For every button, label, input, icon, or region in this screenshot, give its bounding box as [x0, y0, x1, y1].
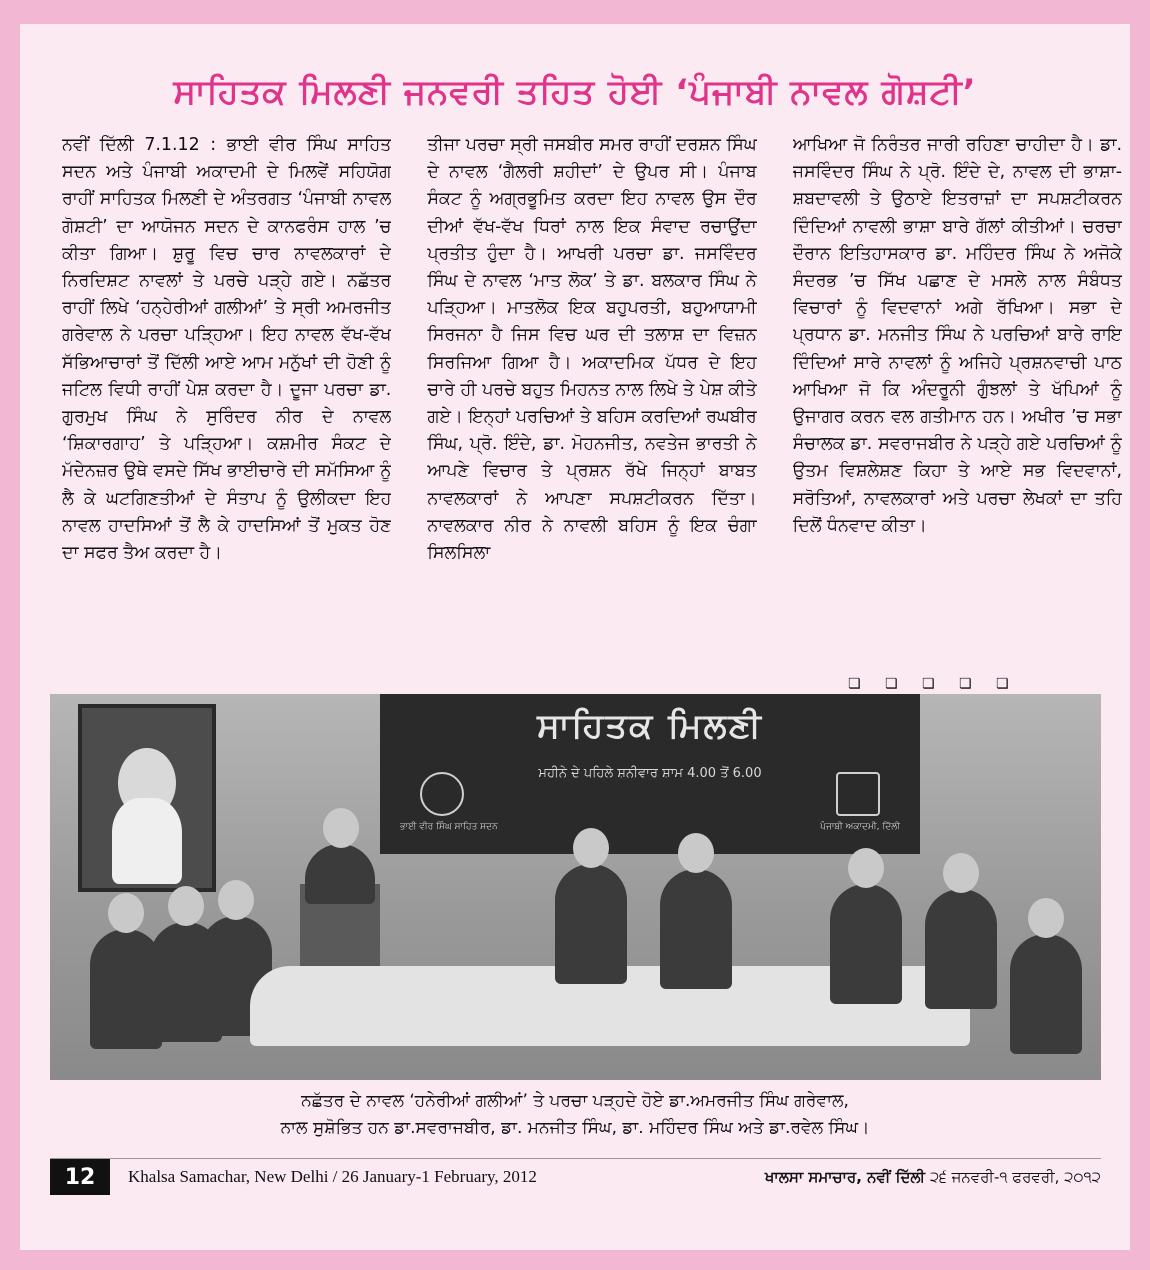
person	[305, 844, 375, 904]
headline: ਸਾਹਿਤਕ ਮਿਲਣੀ ਜਨਵਰੀ ਤਹਿਤ ਹੋਈ ‘ਪੰਜਾਬੀ ਨਾਵਲ ਗੋਸ਼ਟੀ’	[173, 72, 977, 112]
article-columns	[62, 132, 1122, 700]
page-footer	[50, 1158, 1101, 1195]
footer-punjabi	[765, 1168, 1101, 1186]
newspaper-page	[20, 24, 1130, 1250]
logo-left-caption: ਭਾਈ ਵੀਰ ਸਿੰਘ ਸਾਹਿਤ ਸਦਨ	[400, 822, 498, 832]
caption-line-2: ਨਾਲ ਸੁਸ਼ੋਭਿਤ ਹਨ ਡਾ.ਸਵਰਾਜਬੀਰ, ਡਾ. ਮਨਜੀਤ ਸਿੰਘ, ਡਾ. ਮਹਿੰਦਰ ਸਿੰਘ ਅਤੇ ਡਾ.ਰਵੇਲ ਸਿੰਘ।	[280, 1118, 870, 1138]
event-photo	[50, 694, 1101, 1080]
person	[660, 869, 732, 989]
person	[1010, 934, 1082, 1054]
column-text: ਨਵੀਂ ਦਿੱਲੀ 7.1.12 : ਭਾਈ ਵੀਰ ਸਿੰਘ ਸਾਹਿਤ ਸਦਨ ਅਤੇ ਪੰਜਾਬੀ ਅਕਾਦਮੀ ਦੇ ਮਿਲਵੇਂ ਸਹਿਯੋਗ ਰਾਹੀਂ ਸਾਹਿਤਕ ਮਿਲਣੀ ਦੇ ਅੰਤਰਗਤ ‘ਪੰਜਾਬੀ ਨਾਵਲ ਗੋਸ਼ਟੀ’ ਦਾ ਆਯੋਜਨ ਸਦਨ ਦੇ ਕਾਨਫਰੰਸ ਹਾਲ ’ਚ ਕੀਤਾ ਗਿਆ। ਸ਼ੁਰੂ ਵਿਚ ਚਾਰ ਨਾਵਲਕਾਰਾਂ ਦੇ ਨਿਰਦਿਸ਼ਟ ਨਾਵਲਾਂ ਤੇ ਪਰਚੇ ਪੜ੍ਹੇ ਗਏ। ਨਛੱਤਰ ਰਾਹੀਂ ਲਿਖੇ ‘ਹਨ੍ਹੇਰੀਆਂ ਗਲੀਆਂ’ ਤੇ ਸ੍ਰੀ ਅਮਰਜੀਤ ਗਰੇਵਾਲ ਨੇ ਪਰਚਾ ਪੜ੍ਹਿਆ। ਇਹ ਨਾਵਲ ਵੱਖ-ਵੱਖ ਸੱਭਿਆਚਾਰਾਂ ਤੋਂ ਦਿੱਲੀ ਆਏ ਆਮ ਮਨੁੱਖਾਂ ਦੀ ਹੋਣੀ ਨੂੰ ਜਟਿਲ ਵਿਧੀ ਰਾਹੀਂ ਪੇਸ਼ ਕਰਦਾ ਹੈ। ਦੂਜਾ ਪਰਚਾ ਡਾ. ਗੁਰਮੁਖ ਸਿੰਘ ਨੇ ਸੁਰਿੰਦਰ ਨੀਰ ਦੇ ਨਾਵਲ ‘ਸ਼ਿਕਾਰਗਾਹ’ ਤੇ ਪੜ੍ਹਿਆ। ਕਸ਼ਮੀਰ ਸੰਕਟ ਦੇ ਮੱਦੇਨਜ਼ਰ ਉਥੇ ਵਸਦੇ ਸਿੱਖ ਭਾਈਚਾਰੇ ਦੀ ਸਮੱਸਿਆ ਨੂੰ ਲੈ ਕੇ ਘਟਗਿਣਤੀਆਂ ਦੇ ਸੰਤਾਪ ਨੂੰ ਉਲੀਕਦਾ ਇਹ ਨਾਵਲ ਹਾਦਸਿਆਂ ਤੋਂ ਲੈ ਕੇ ਹਾਦਸਿਆਂ ਤੋਂ ਮੁਕਤ ਹੋਣ ਦਾ ਸਫਰ ਤੈਅ ਕਰਦਾ ਹੈ।	[62, 135, 392, 564]
academy-logo-icon	[836, 772, 880, 816]
column-text: ਆਖਿਆ ਜੋ ਨਿਰੰਤਰ ਜਾਰੀ ਰਹਿਣਾ ਚਾਹੀਦਾ ਹੈ। ਡਾ. ਜਸਵਿੰਦਰ ਸਿੰਘ ਨੇ ਪ੍ਰੋ. ਇੰਦੇ ਦੇ, ਨਾਵਲ ਦੀ ਭਾਸ਼ਾ-ਸ਼ਬਦਾਵਲੀ ਤੇ ਉਠਾਏ ਇਤਰਾਜ਼ਾਂ ਦਾ ਸਪਸ਼ਟੀਕਰਨ ਦਿੰਦਿਆਂ ਨਾਵਲੀ ਭਾਸ਼ਾ ਬਾਰੇ ਗੱਲਾਂ ਕੀਤੀਆਂ। ਚਰਚਾ ਦੌਰਾਨ ਇਤਿਹਾਸਕਾਰ ਡਾ. ਮਹਿੰਦਰ ਸਿੰਘ ਨੇ ਅਜੋਕੇ ਸੰਦਰਭ ’ਚ ਸਿੱਖ ਪਛਾਣ ਦੇ ਮਸਲੇ ਨਾਲ ਸੰਬੰਧਤ ਵਿਚਾਰਾਂ ਨੂੰ ਵਿਦਵਾਨਾਂ ਅਗੇ ਰੱਖਿਆ। ਸਭਾ ਦੇ ਪ੍ਰਧਾਨ ਡਾ. ਮਨਜੀਤ ਸਿੰਘ ਨੇ ਪਰਚਿਆਂ ਬਾਰੇ ਰਾਇ ਦਿੰਦਿਆਂ ਸਾਰੇ ਨਾਵਲਾਂ ਨੂੰ ਅਜਿਹੇ ਪ੍ਰਸ਼ਨਵਾਚੀ ਪਾਠ ਆਖਿਆ ਜੋ ਕਿ ਅੰਦਰੂਨੀ ਗੁੰਝਲਾਂ ਤੇ ਖੱਪਿਆਂ ਨੂੰ ਉਜਾਗਰ ਕਰਨ ਵਲ ਗਤੀਮਾਨ ਹਨ। ਅਖੀਰ ’ਚ ਸਭਾ ਸੰਚਾਲਕ ਡਾ. ਸਵਰਾਜਬੀਰ ਨੇ ਪੜ੍ਹੇ ਗਏ ਪਰਚਿਆਂ ਨੂੰ ਉਤਮ ਵਿਸ਼ਲੇਸ਼ਣ ਕਿਹਾ ਤੇ ਆਏ ਸਭ ਵਿਦਵਾਨਾਂ, ਸਰੋਤਿਆਂ, ਨਾਵਲਕਾਰਾਂ ਅਤੇ ਪਰਚਾ ਲੇਖਕਾਂ ਦਾ ਤਹਿ ਦਿਲੋਂ ਧੰਨਵਾਦ ਕੀਤਾ।	[792, 135, 1122, 536]
footer-english: Khalsa Samachar, New Delhi / 26 January-1 February, 2012	[128, 1167, 537, 1186]
end-marks: ❏ ❏ ❏ ❏ ❏	[848, 676, 1019, 692]
masthead-punjabi: ਖਾਲਸਾ ਸਮਾਚਾਰ, ਨਵੀਂ ਦਿੱਲੀ	[764, 1168, 926, 1186]
article-column-3	[793, 132, 1122, 700]
article-column-2	[427, 132, 756, 700]
page-number: 12	[50, 1159, 110, 1195]
banner-title: ਸਾਹਿਤਕ ਮਿਲਣੀ	[537, 706, 763, 746]
caption-line-1: ਨਛੱਤਰ ਦੇ ਨਾਵਲ ‘ਹਨੇਰੀਆਂ ਗਲੀਆਂ’ ਤੇ ਪਰਚਾ ਪੜ੍ਹਦੇ ਹੋਏ ਡਾ.ਅਮਰਜੀਤ ਸਿੰਘ ਗਰੇਵਾਲ,	[301, 1091, 849, 1111]
column-text: ਤੀਜਾ ਪਰਚਾ ਸ੍ਰੀ ਜਸਬੀਰ ਸਮਰ ਰਾਹੀਂ ਦਰਸ਼ਨ ਸਿੰਘ ਦੇ ਨਾਵਲ ‘ਗੈਲਰੀ ਸ਼ਹੀਦਾਂ’ ਦੇ ਉਪਰ ਸੀ। ਪੰਜਾਬ ਸੰਕਟ ਨੂੰ ਅਗ੍ਰਭੂਮਿਤ ਕਰਦਾ ਇਹ ਨਾਵਲ ਉਸ ਦੌਰ ਦੀਆਂ ਵੱਖ-ਵੱਖ ਧਿਰਾਂ ਨਾਲ ਇਕ ਸੰਵਾਦ ਰਚਾਉਂਦਾ ਪ੍ਰਤੀਤ ਹੁੰਦਾ ਹੈ। ਆਖਰੀ ਪਰਚਾ ਡਾ. ਜਸਵਿੰਦਰ ਸਿੰਘ ਦੇ ਨਾਵਲ ‘ਮਾਤ ਲੋਕ’ ਤੇ ਡਾ. ਬਲਕਾਰ ਸਿੰਘ ਨੇ ਪੜ੍ਹਿਆ। ਮਾਤਲੋਕ ਇਕ ਬਹੁਪਰਤੀ, ਬਹੁਆਯਾਮੀ ਸਿਰਜਨਾ ਹੈ ਜਿਸ ਵਿਚ ਘਰ ਦੀ ਤਲਾਸ਼ ਦਾ ਵਿਜ਼ਨ ਸਿਰਜਿਆ ਗਿਆ ਹੈ। ਅਕਾਦਮਿਕ ਪੱਧਰ ਦੇ ਇਹ ਚਾਰੇ ਹੀ ਪਰਚੇ ਬਹੁਤ ਮਿਹਨਤ ਨਾਲ ਲਿਖੇ ਤੇ ਪੇਸ਼ ਕੀਤੇ ਗਏ। ਇਨ੍ਹਾਂ ਪਰਚਿਆਂ ਤੇ ਬਹਿਸ ਕਰਦਿਆਂ ਰਘਬੀਰ ਸਿੰਘ, ਪ੍ਰੋ. ਇੰਦੇ, ਡਾ. ਮੋਹਨਜੀਤ, ਨਵਤੇਜ ਭਾਰਤੀ ਨੇ ਆਪਣੇ ਵਿਚਾਰ ਤੇ ਪ੍ਰਸ਼ਨ ਰੱਖੇ ਜਿਨ੍ਹਾਂ ਬਾਬਤ ਨਾਵਲਕਾਰਾਂ ਨੇ ਆਪਣਾ ਸਪਸ਼ਟੀਕਰਨ ਦਿੱਤਾ। ਨਾਵਲਕਾਰ ਨੀਰ ਨੇ ਨਾਵਲੀ ਬਹਿਸ ਨੂੰ ਇਕ ਚੰਗਾ ਸਿਲਸਿਲਾ	[427, 135, 757, 564]
date-punjabi: ੨੬ ਜਨਵਰੀ-੧ ਫਰਵਰੀ, ੨੦੧੨	[929, 1168, 1101, 1186]
person	[925, 889, 997, 1009]
person	[555, 864, 627, 984]
person	[830, 884, 902, 1004]
wall-banner	[380, 694, 920, 854]
portrait-painting	[78, 704, 216, 892]
article-column-1	[62, 132, 391, 700]
banner-subtitle: ਮਹੀਨੇ ਦੇ ਪਹਿਲੇ ਸ਼ਨੀਵਾਰ ਸ਼ਾਮ 4.00 ਤੋਂ 6.00	[538, 766, 762, 781]
logo-right-caption: ਪੰਜਾਬੀ ਅਕਾਦਮੀ, ਦਿੱਲੀ	[820, 822, 900, 832]
photo-caption	[20, 1088, 1130, 1142]
sadan-logo-icon	[420, 772, 464, 816]
